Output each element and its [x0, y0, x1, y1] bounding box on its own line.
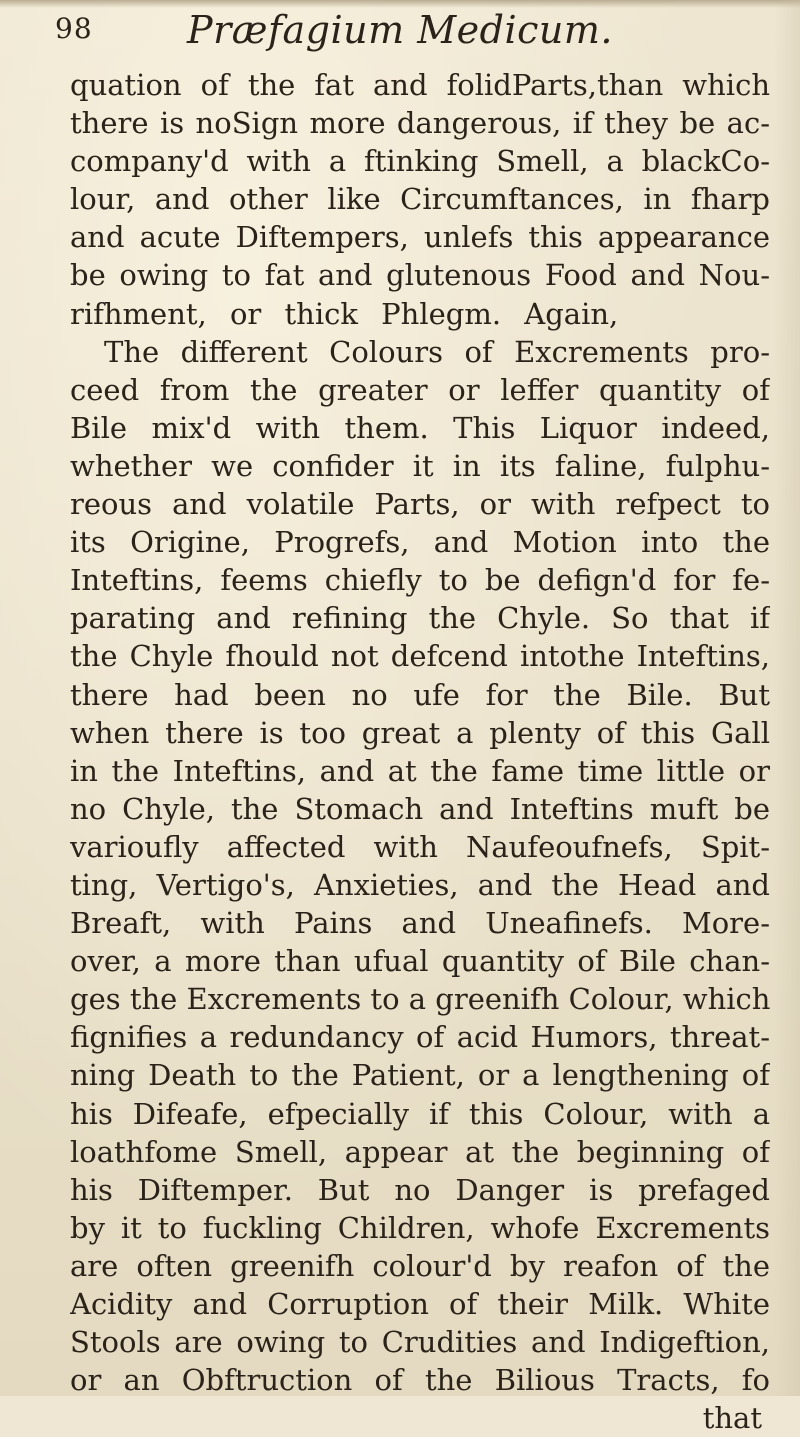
text-line: there is noSign more dangerous, if they be ac- [70, 106, 770, 141]
text-line: parating and refining the Chyle. So that if [70, 601, 770, 636]
text-line: loathfome Smell, appear at the beginning of [70, 1134, 770, 1169]
text-line: by it to fuckling Children, whofe Excrements [70, 1210, 770, 1245]
text-line: ges the Excrements to a greenifh Colour, which [70, 982, 770, 1017]
text-line: company'd with a ftinking Smell, a blackCo- [70, 144, 770, 179]
text-line: Bile mix'd with them. This Liquor indeed, [70, 410, 770, 445]
text-line: be owing to fat and glutenous Food and Nou- [70, 258, 770, 293]
text-line: his Diftemper. But no Danger is prefaged [70, 1172, 770, 1207]
text-line: no Chyle, the Stomach and Inteftins muft be [70, 791, 770, 826]
text-line: in the Inteftins, and at the fame time little or [70, 753, 770, 788]
text-line: ting, Vertigo's, Anxieties, and the Head and [70, 867, 770, 902]
text-line: rifhment, or thick Phlegm. Again, [70, 296, 619, 331]
text-line: its Origine, Progrefs, and Motion into the [70, 525, 770, 560]
text-line: quation of the fat and folidParts,than which [70, 68, 770, 102]
body-text [70, 66, 770, 1437]
text-line: are often greenifh colour'd by reafon of the [70, 1248, 770, 1283]
running-head: Præfagium Medicum. [187, 8, 613, 52]
text-line: lour, and other like Circumftances, in fharp [70, 182, 770, 217]
text-line: ceed from the greater or leffer quantity of [70, 372, 770, 407]
text-line: Acidity and Corruption of their Milk. White [70, 1287, 770, 1321]
text-line: or an Obftruction of the Bilious Tracts, fo [70, 1363, 770, 1398]
text-line: the Chyle fhould not defcend intothe Inteftins, [70, 639, 770, 674]
text-line: The different Colours of Excrements pro- [104, 334, 770, 369]
text-line: reous and volatile Parts, or with refpect to [70, 487, 770, 522]
text-line: whether we confider it in its faline, fulphu- [70, 448, 770, 483]
text-line: ning Death to the Patient, or a lengthening of [70, 1058, 770, 1093]
text-line: Stools are owing to Crudities and Indigeftion, [70, 1325, 770, 1360]
text-line: varioufly affected with Naufeoufnefs, Spit- [70, 829, 770, 864]
text-line: when there is too great a plenty of this Gall [70, 715, 770, 750]
text-line: over, a more than ufual quantity of Bile chan- [70, 944, 770, 979]
text-line: there had been no ufe for the Bile. But [70, 677, 770, 712]
page-number: 98 [55, 12, 93, 45]
text-line: fignifies a redundancy of acid Humors, threat- [70, 1020, 770, 1055]
text-line: Inteftins, feems chiefly to be defign'd for fe- [70, 563, 770, 598]
text-line: and acute Diftempers, unlefs this appearance [70, 220, 770, 255]
text-line: his Difeafe, efpecially if this Colour, with a [70, 1096, 770, 1131]
page-top-edge [0, 0, 800, 8]
page-right-edge [774, 0, 800, 1396]
text-line: Breaft, with Pains and Uneafinefs. More- [70, 906, 770, 941]
catchword: that [702, 1401, 762, 1436]
